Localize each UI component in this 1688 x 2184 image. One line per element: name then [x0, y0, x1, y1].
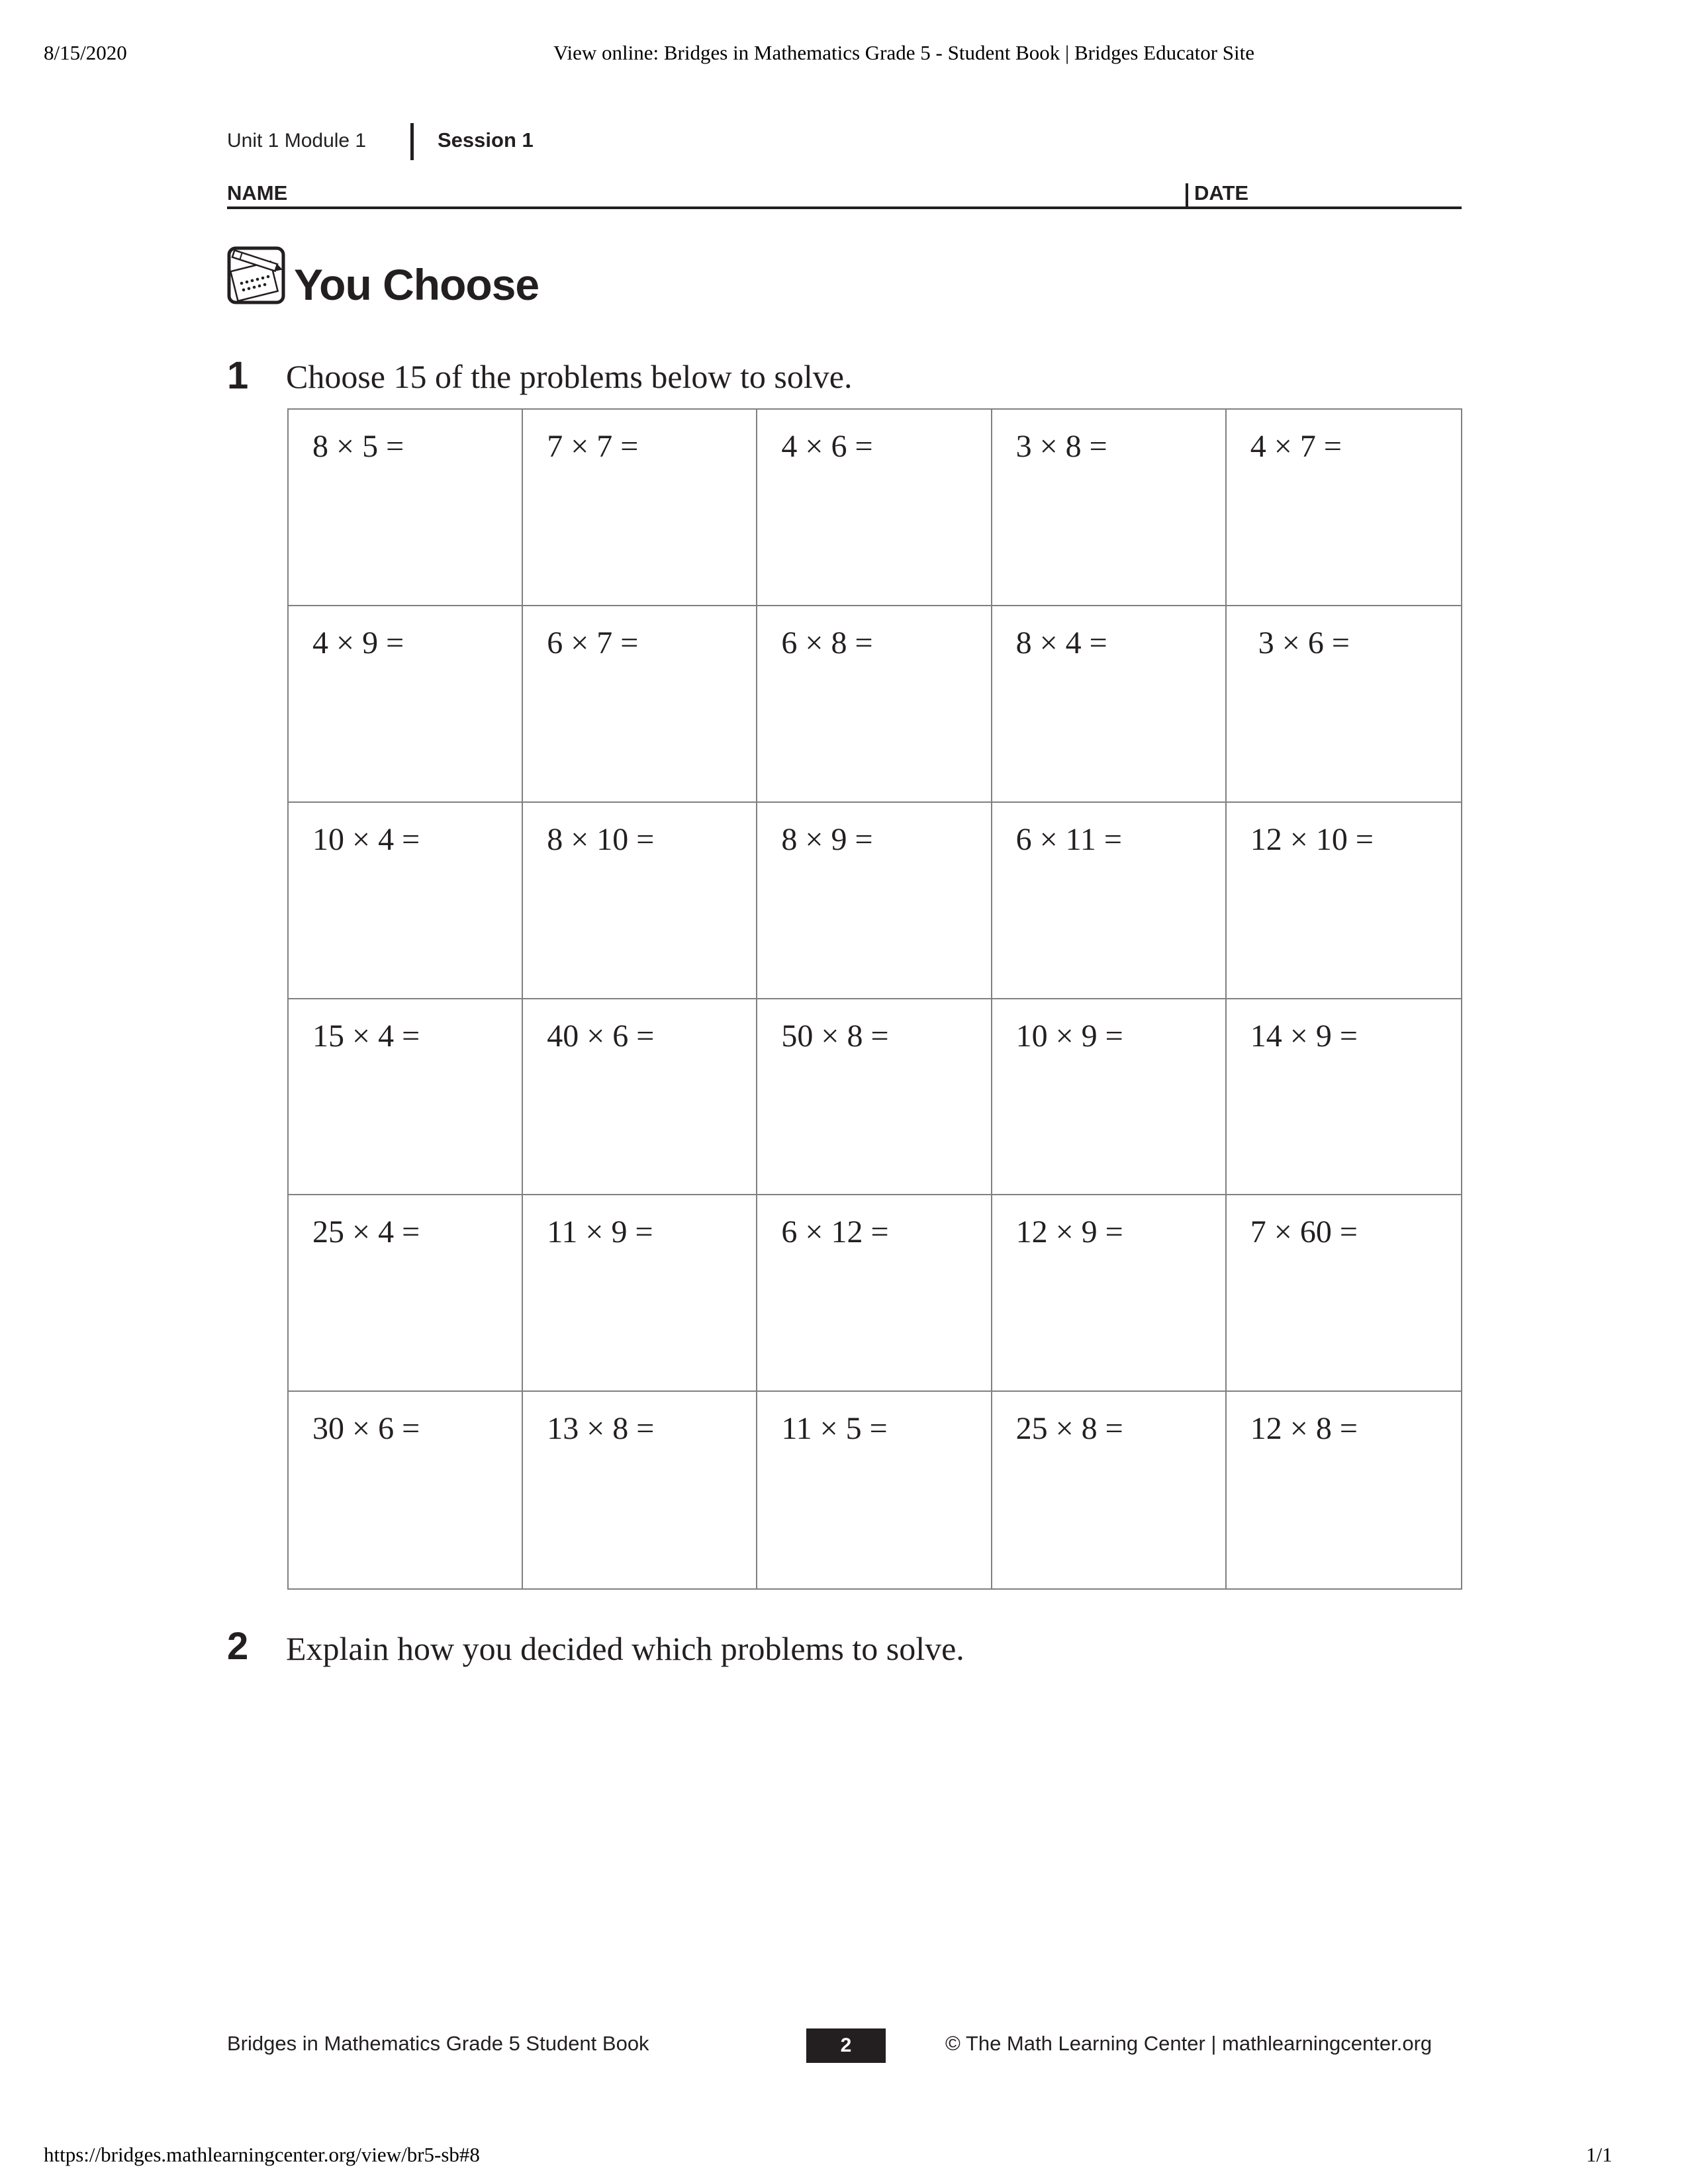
- problem-cell[interactable]: 12 × 10 =: [1227, 803, 1461, 999]
- problem-cell[interactable]: 8 × 10 =: [523, 803, 757, 999]
- header-divider: [410, 123, 414, 160]
- problem-cell[interactable]: 4 × 9 =: [289, 606, 523, 803]
- problem-cell[interactable]: 10 × 9 =: [992, 999, 1227, 1196]
- question-2-prompt: Explain how you decided which problems to solve.: [286, 1630, 964, 1667]
- print-date: 8/15/2020: [44, 41, 127, 64]
- footer-credit: © The Math Learning Center | mathlearningcenter.org: [945, 2032, 1432, 2055]
- problem-cell[interactable]: 4 × 7 =: [1227, 410, 1461, 606]
- problem-cell[interactable]: 6 × 11 =: [992, 803, 1227, 999]
- problem-cell[interactable]: 12 × 8 =: [1250, 1411, 1358, 1447]
- problem-grid: [287, 408, 1462, 1590]
- problem-cell[interactable]: 8 × 9 =: [757, 803, 992, 999]
- unit-module-label: Unit 1 Module 1: [227, 130, 367, 152]
- print-url[interactable]: https://bridges.mathlearningcenter.org/view/br5-sb#8: [44, 2143, 480, 2166]
- question-1-number: 1: [227, 354, 249, 397]
- problem-cell[interactable]: 25 × 8 =: [992, 1392, 1227, 1588]
- problem-cell[interactable]: 8 × 4 =: [992, 606, 1227, 803]
- page-number-badge: 2: [806, 2028, 886, 2063]
- date-label: DATE: [1194, 181, 1249, 205]
- problem-cell[interactable]: 6 × 8 =: [757, 606, 992, 803]
- page-title: You Choose: [294, 260, 539, 309]
- problem-cell[interactable]: 15 × 4 =: [289, 999, 523, 1196]
- problem-cell[interactable]: 40 × 6 =: [523, 999, 757, 1196]
- problem-cell[interactable]: 6 × 12 =: [757, 1195, 992, 1392]
- problem-cell[interactable]: 11 × 5 =: [757, 1392, 992, 1588]
- name-line: [227, 206, 1462, 209]
- problem-cell[interactable]: 8 × 5 =: [289, 410, 523, 606]
- problem-cell[interactable]: 14 × 9 =: [1227, 999, 1461, 1196]
- problem-cell[interactable]: 13 × 8 =: [523, 1392, 757, 1588]
- problem-cell[interactable]: 7 × 7 =: [523, 410, 757, 606]
- footer-book-title: Bridges in Mathematics Grade 5 Student Book: [227, 2032, 649, 2055]
- problem-cell[interactable]: 25 × 4 =: [289, 1195, 523, 1392]
- print-page-count: 1/1: [1586, 2143, 1613, 2166]
- problem-cell[interactable]: 10 × 4 =: [289, 803, 523, 999]
- name-label: NAME: [227, 181, 288, 205]
- question-2-number: 2: [227, 1625, 249, 1668]
- problem-cell[interactable]: 4 × 6 =: [757, 410, 992, 606]
- problem-cell[interactable]: 6 × 7 =: [523, 606, 757, 803]
- problem-cell[interactable]: 3 × 8 =: [992, 410, 1227, 606]
- problem-cell[interactable]: 12 × 9 =: [992, 1195, 1227, 1392]
- print-page-title: View online: Bridges in Mathematics Grade 5 - Student Book | Bridges Educator Site: [553, 41, 1255, 64]
- problem-cell[interactable]: 50 × 8 =: [757, 999, 992, 1196]
- question-1-prompt: Choose 15 of the problems below to solve.: [286, 358, 853, 395]
- session-label: Session 1: [438, 128, 534, 152]
- problem-cell[interactable]: 30 × 6 =: [289, 1392, 523, 1588]
- problem-cell[interactable]: 11 × 9 =: [523, 1195, 757, 1392]
- problem-cell[interactable]: 7 × 60 =: [1227, 1195, 1461, 1392]
- pencil-paper-activity-icon: [227, 246, 285, 304]
- problem-cell[interactable]: 3 × 6 =: [1227, 606, 1461, 803]
- date-divider: [1186, 183, 1188, 207]
